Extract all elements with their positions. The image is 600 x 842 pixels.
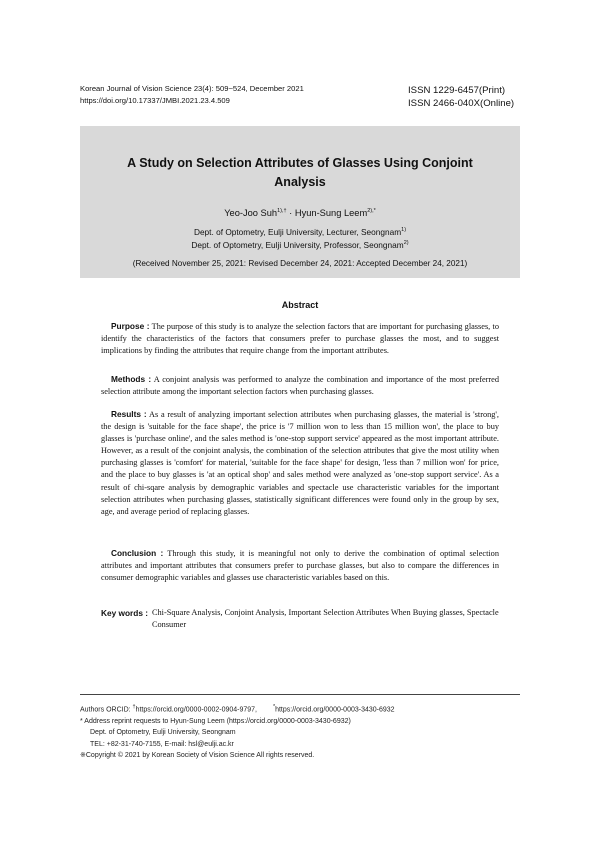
abstract-heading: Abstract bbox=[281, 300, 319, 310]
purpose-label: Purpose : bbox=[111, 321, 150, 331]
author-separator: · bbox=[286, 208, 295, 219]
affiliation-1-text: Dept. of Optometry, Eulji University, Lecturer, Seongnam bbox=[193, 227, 402, 237]
affiliation-1-marker: 1) bbox=[401, 227, 407, 234]
methods-label: Methods : bbox=[111, 374, 152, 384]
affiliation-1 bbox=[80, 227, 520, 237]
title-line-1: A Study on Selection Attributes of Glasses Using Conjoint bbox=[127, 156, 473, 170]
reprint-department: Dept. of Optometry, Eulji University, Seongnam bbox=[90, 729, 236, 737]
orcid-1-link[interactable]: https://orcid.org/0000-0002-0904-9797, bbox=[135, 706, 257, 714]
contact-info: TEL: +82-31-740-7155, E-mail: hsl@eulji.ac.kr bbox=[90, 740, 234, 748]
reprint-request: * Address reprint requests to Hyun-Sung Leem (https://orcid.org/0000-0003-3430-6932) bbox=[80, 717, 351, 725]
author-1-marker: 1),† bbox=[277, 208, 287, 214]
footnotes bbox=[80, 702, 520, 761]
orcid-line bbox=[80, 702, 520, 716]
keywords-label: Key words : bbox=[101, 608, 149, 618]
issn-block bbox=[408, 84, 514, 110]
author-list bbox=[80, 208, 520, 218]
purpose-text: The purpose of this study is to analyze the selection factors that are important for purchasing glasses, to identify the characteristics of the factors that consumers prefer to purchase glasses the most, and to suggest implications by finding the attributes that require change from the important attributes. bbox=[101, 322, 499, 356]
abstract-methods bbox=[101, 373, 499, 398]
results-label: Results : bbox=[111, 409, 147, 419]
orcid-1-marker: † bbox=[132, 704, 136, 710]
keywords bbox=[101, 607, 501, 632]
title-box bbox=[80, 126, 520, 278]
orcid-2-marker: * bbox=[272, 704, 276, 710]
affiliation-2-marker: 2) bbox=[403, 240, 409, 247]
abstract-purpose bbox=[101, 320, 499, 357]
keywords-text: Chi-Square Analysis, Conjoint Analysis, Important Selection Attributes When Buying glasses, Spectacle Consumer bbox=[152, 608, 499, 630]
author-1: Yeo-Joo Suh bbox=[224, 208, 278, 219]
orcid-label: Authors ORCID: bbox=[80, 706, 133, 714]
conclusion-label: Conclusion : bbox=[111, 548, 164, 558]
issn-online: ISSN 2466-040X(Online) bbox=[408, 98, 515, 109]
title-line-2: Analysis bbox=[274, 175, 326, 189]
issn-print: ISSN 1229-6457(Print) bbox=[408, 85, 506, 96]
methods-text: A conjoint analysis was performed to analyze the combination and importance of the most preferred selection attribute among the important selection factors when purchasing glasses. bbox=[101, 375, 499, 397]
abstract-conclusion bbox=[101, 547, 499, 584]
received-dates: (Received November 25, 2021: Revised December 24, 2021: Accepted December 24, 2021) bbox=[132, 259, 468, 268]
journal-citation: Korean Journal of Vision Science 23(4): 509~524, December 2021 bbox=[80, 84, 304, 93]
author-2-marker: 2),* bbox=[367, 208, 376, 214]
author-2: Hyun-Sung Leem bbox=[294, 208, 368, 219]
footnote-divider bbox=[80, 694, 520, 695]
affiliation-2 bbox=[80, 240, 520, 250]
orcid-2-link[interactable]: https://orcid.org/0000-0003-3430-6932 bbox=[275, 706, 395, 714]
affiliation-2-text: Dept. of Optometry, Eulji University, Professor, Seongnam bbox=[191, 240, 404, 250]
abstract-results bbox=[101, 408, 499, 518]
doi-link[interactable]: https://doi.org/10.17337/JMBI.2021.23.4.509 bbox=[80, 96, 230, 105]
copyright-notice: ※Copyright © 2021 by Korean Society of Vision Science All rights reserved. bbox=[80, 751, 315, 759]
results-text: As a result of analyzing important selection attributes when purchasing glasses, the material is 'strong', the design is 'suitable for the face shape', the price is '7 million won to less than 15 million won', the place to buy glasses is 'purchase online', and the sales method is 'one-stop support service' appeared as the most important attribute. However, as a result of the conjoint analysis, the combination of the selection attributes that give the most utility when purchasing glasses is 'comfort' for material, 'suitable for the face shape' for design, 'less than 7 million won' for price, and the place to buy glasses is 'at an optical shop' and sales method were analyzed as 'one-stop support service'. As a result of chi-sqare analysis by demographic variables and spectacle use characteristic variables for the important selection attributes when purchasing glasses, statistically significant differences were found only in the group by sex, age, and average period of replacing glasses. bbox=[101, 410, 499, 516]
conclusion-text: Through this study, it is meaningful not only to derive the combination of optimal selection attributes and important attributes that consumers prefer to purchase glasses, but also to compare the differences in consumer demographic variables and glasses use characteristic variables based on this. bbox=[101, 549, 499, 583]
journal-header bbox=[80, 83, 304, 107]
paper-title bbox=[80, 154, 520, 192]
